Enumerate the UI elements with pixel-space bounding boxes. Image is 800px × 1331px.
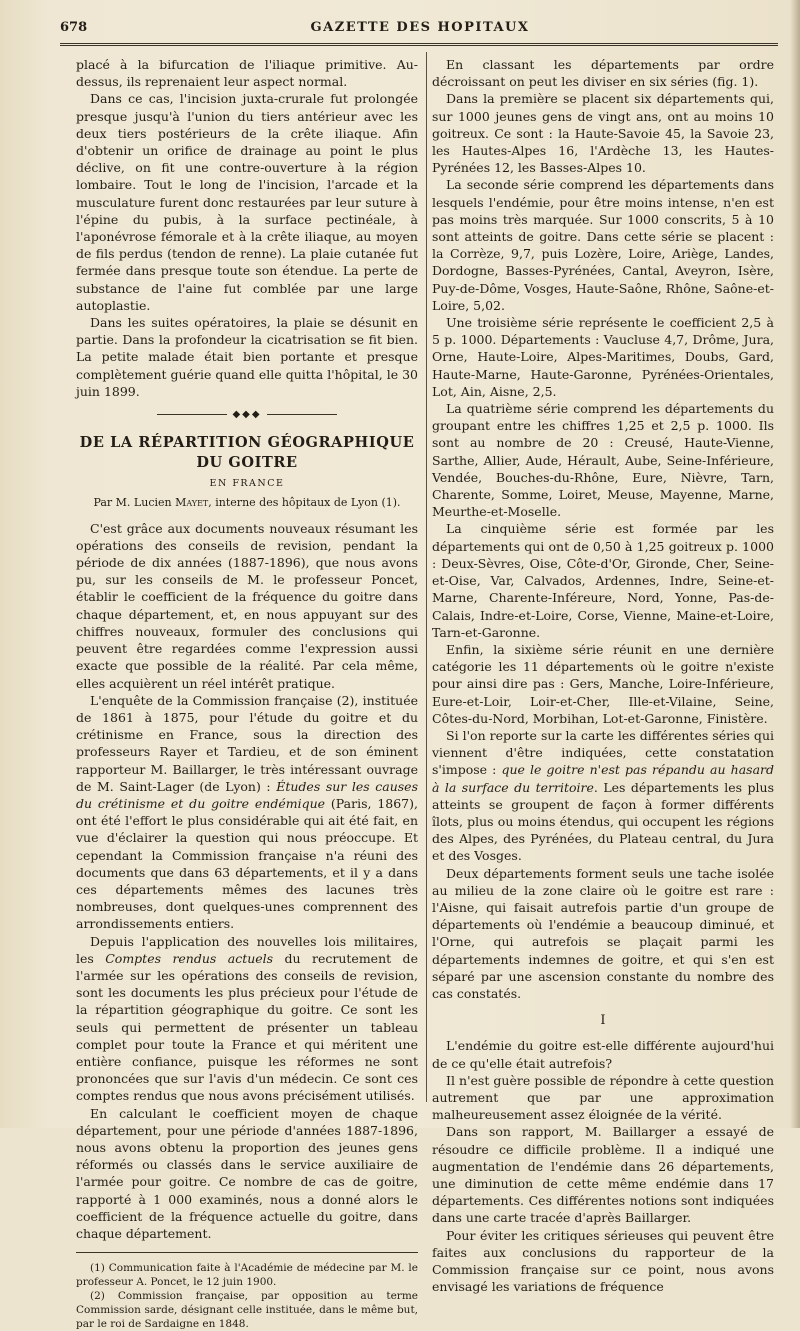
paragraph: L'endémie du goitre est-elle différente aujourd'hui de ce qu'elle était autrefois? <box>432 1038 774 1071</box>
paragraph: Enfin, la sixième série réunit en une dernière catégorie les 11 départements où le goitre n'existe pour ainsi dire pas : Gers, Manche, Loire-Inférieure, Eure-et-Loir, Loir-et-Cher, Ille-et-Vilaine, Seine, Côtes-du-Nord, Morbihan, Lot-et-Garonne, Finistère. <box>432 641 774 726</box>
paragraph: Une troisième série représente le coefficient 2,5 à 5 p. 1000. Départements : Vaucluse 4,7, Drôme, Jura, Orne, Haute-Loire, Alpes-Maritimes, Doubs, Gard, Haute-Marne, Haute-Garonne, Pyrénées-Orientales, Lot, Ain, Aisne, 2,5. <box>432 315 774 399</box>
book-title: Études sur les causes du crétinisme et du goitre endémique <box>76 778 418 811</box>
document-title: Comptes rendus actuels <box>105 950 274 966</box>
paragraph: Depuis l'application des nouvelles lois militaires, les Comptes rendus actuels du recrutement de l'armée sur les opérations des conseils de revision, sont les documents les plus précieux pour l'étude de la répartition géographique du goitre. Ce sont les seuls qui permettent de présenter un tableau complet pour toute la France et qui méritent une entière confiance, puisque les réformes ne sont prononcées que sur l'avis d'un médecin. Ce sont ces comptes rendus que nous avons précisément utilisés. <box>76 933 418 1104</box>
footnote: (2) Commission française, par opposition au terme Commission sarde, désignant celle instituée, dans le même but, par le roi de Sardaigne en 1848. <box>76 1290 418 1331</box>
emphasis: que le goitre n'est pas répandu au hasard à la surface du territoire <box>432 762 774 795</box>
journal-title: GAZETTE DES HOPITAUX <box>310 20 530 35</box>
paragraph: En classant les départements par ordre décroissant on peut les diviser en six séries (fig. 1). <box>432 57 774 90</box>
author-name: Mayet <box>175 496 209 510</box>
article-subtitle: EN FRANCE <box>209 478 285 490</box>
right-column <box>432 56 774 1295</box>
paragraph: Dans la première se placent six départements qui, sur 1000 jeunes gens de vingt ans, ont au moins 10 goitreux. Ce sont : la Haute-Savoie 45, la Savoie 23, les Hautes-Alpes 16, l'Ardèche 13, les Hautes-Pyrénées 12, les Basses-Alpes 10. <box>432 91 774 176</box>
page-header <box>60 18 780 42</box>
paragraph: Deux départements forment seuls une tache isolée au milieu de la zone claire où le goitre est rare : l'Aisne, qui faisait autrefois partie d'un groupe de départements où l'endémie a beaucoup diminué, et l'Orne, qui autrefois se plaçait parmi les départements indemnes de goitre, et qui s'en est séparé par une ascension constante du nombre des cas constatés. <box>432 865 774 1001</box>
byline: Par M. Lucien Mayet, interne des hôpitaux de Lyon (1). <box>93 496 401 510</box>
paragraph: La quatrième série comprend les départements du groupant entre les chiffres 1,25 et 2,5 p. 1000. Ils sont au nombre de 20 : Creusé, Haute-Vienne, Sarthe, Allier, Aude, Hérault, Aube, Seine-Inférieure, Vendée, Bouches-du-Rhône, Eure, Nièvre, Tarn, Charente, Somme, Loiret, Meuse, Mayenne, Marne, Meurthe-et-Moselle. <box>432 401 774 520</box>
paragraph: Dans les suites opératoires, la plaie se désunit en partie. Dans la profondeur la cicatrisation se fit bien. La petite malade était bien portante et presque complètement guérie quand elle quitta l'hôpital, le 30 juin 1899. <box>76 315 418 399</box>
paragraph: En calculant le coefficient moyen de chaque département, pour une période d'années 1887-1896, nous avons obtenu la proportion des jeunes gens réformés ou classés dans le service auxiliaire de l'armée pour goitre. Ce nombre de cas de goitre, rapporté à 1 000 examinés, nous a donné alors le coefficient de la fréquence actuelle du goitre, dans chaque département. <box>76 1105 418 1241</box>
section-number: I <box>600 1013 606 1029</box>
page-number: 678 <box>60 20 88 35</box>
page-edge-shadow <box>790 0 800 1128</box>
paragraph: La seconde série comprend les départements dans lesquels l'endémie, pour être moins intense, n'en est pas moins très marquée. Sur 1000 conscrits, 5 à 10 sont atteints de goitre. Dans cette série se placent : la Corrèze, 9,7, puis Lozère, Loire, Ariège, Landes, Dordogne, Basses-Pyrénées, Cantal, Aveyron, Isère, Puy-de-Dôme, Vosges, Haute-Saône, Rhône, Saône-et-Loire, 5,02. <box>432 177 774 313</box>
paragraph: L'enquête de la Commission française (2), instituée de 1861 à 1875, pour l'étude du goitre et du crétinisme en France, sous la direction des professeurs Rayer et Tardieu, et de son éminent rapporteur M. Baillarger, le très intéressant ouvrage de M. Saint-Lager (de Lyon) : Études sur les causes du crétinisme et du goitre endémique (Paris, 1867), ont été l'effort le plus considérable qui ait été fait, en vue d'éclairer la question qui nous préoccupe. Et cependant la Commission française n'a réuni des documents que dans 63 départements, et il y a dans ces départements mêmes des lacunes très nombreuses, dont quelques-unes comprennent des arrondissements entiers. <box>76 692 418 932</box>
article-title: DE LA RÉPARTITION GÉOGRAPHIQUE DU GOITRE <box>79 434 415 472</box>
column-divider <box>426 52 427 1102</box>
header-rule <box>60 43 778 46</box>
paragraph: Si l'on reporte sur la carte les différentes séries qui viennent d'être indiquées, cette constatation s'impose : que le goitre n'est pas répandu au hasard à la surface du territoire. Les départements les plus atteints se groupent de façon à former différents îlots, plus ou moins étendus, qui occupent les régions des Alpes, des Pyrénées, du Plateau central, du Jura et des Vosges. <box>432 727 774 864</box>
paragraph: C'est grâce aux documents nouveaux résumant les opérations des conseils de revision, pendant la période de dix années (1887-1896), que nous avons pu, sur les conseils de M. le professeur Poncet, établir le coefficient de la fréquence du goitre dans chaque département, et, en nous appuyant sur des chiffres nouveaux, formuler des conclusions qui peuvent être regardées comme l'expression aussi exacte que possible de la réalité. Par cela même, elles acquièrent un réel intérêt pratique. <box>76 520 418 691</box>
paragraph: placé à la bifurcation de l'iliaque primitive. Au-dessus, ils reprenaient leur aspect normal. <box>76 57 418 90</box>
paragraph: La cinquième série est formée par les départements qui ont de 0,50 à 1,25 goitreux p. 1000 : Deux-Sèvres, Oise, Côte-d'Or, Gironde, Cher, Seine-et-Oise, Var, Calvados, Ardennes, Indre, Seine-et-Marne, Charente-Inféreure, Nord, Yonne, Pas-de-Calais, Indre-et-Loire, Corse, Vienne, Maine-et-Loire, Tarn-et-Garonne. <box>432 521 774 640</box>
section-ornament: ◆◆◆ <box>76 406 418 423</box>
paragraph: Pour éviter les critiques sérieuses qui peuvent être faites aux conclusions du rapporteur de la Commission française sur ce point, nous avons envisagé les variations de fréquence <box>432 1227 774 1295</box>
left-column <box>76 56 418 1331</box>
paragraph: Dans ce cas, l'incision juxta-crurale fut prolongée presque jusqu'à l'union du tiers antérieur avec les deux tiers postérieurs de la crête iliaque. Afin d'obtenir un orifice de drainage au point le plus déclive, on fit une contre-ouverture à la région lombaire. Tout le long de l'incision, l'arcade et la musculature furent donc restaurées par leur suture à l'épine du pubis, à la surface pectinéale, à l'aponévrose fémorale et à la crête iliaque, au moyen de fils perdus (tendon de renne). La plaie cutanée fut fermée dans presque toute son étendue. La perte de substance de l'aine fut comblée par une large autoplastie. <box>76 91 418 313</box>
paragraph: Il n'est guère possible de répondre à cette question autrement que par une approximation malheureusement assez éloignée de la vérité. <box>432 1072 774 1123</box>
paragraph: Dans son rapport, M. Baillarger a essayé de résoudre ce difficile problème. Il a indiqué une augmentation de l'endémie dans 26 départements, une diminution de cette même endémie dans 17 départements. Ces différentes notions sont indiquées dans une carte tracée d'après Baillarger. <box>432 1124 774 1226</box>
footnote: (1) Communication faite à l'Académie de médecine par M. le professeur A. Poncet, le 12 juin 1900. <box>76 1262 418 1289</box>
footnote-rule <box>76 1252 418 1253</box>
